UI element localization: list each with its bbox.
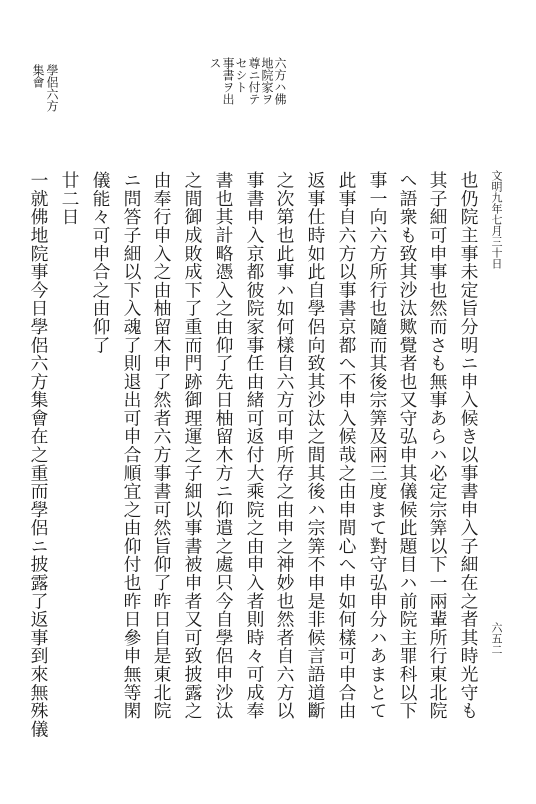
text-column: 返事仕時如此自學侶向致其沙汰之間其後ハ宗筭不申是非候言語道斷 xyxy=(305,171,326,720)
text-column: 之次第也此事ハ如何樣自六方可申所存之由申之神妙也然者自六方以 xyxy=(274,171,295,720)
text-column: 事一向六方所行也隨而其後宗筭及兩三度まて對守弘申分ハあまとて xyxy=(367,171,388,720)
text-column: 儀能々可申合之由仰了 xyxy=(90,171,111,354)
margin-note-line: 學侶六方 xyxy=(45,64,59,112)
margin-note-line: セシト xyxy=(234,57,248,93)
text-column: 一就佛地院事今日學侶六方集會在之重而學侶ニ披露了返事到來無殊儀 xyxy=(28,171,49,738)
text-column: 之間御成敗成下了重而門跡御理運之子細以事書被申者又可致披露之 xyxy=(182,171,203,720)
margin-note-line: 六方ハ佛 xyxy=(273,57,287,105)
text-column: 其子細可申事也然而さも無事あらハ必定宗筭以下一兩輩所行東北院 xyxy=(427,171,448,720)
text-column: 事書申入京都彼院家事任由緒可返付大乘院之由申入者則時々可成奉 xyxy=(244,171,265,720)
margin-note-line: ス xyxy=(208,57,222,69)
text-column: 書也其計略憑入之由仰了先日柚留木方ニ仰遣之處只今自學侶申沙汰 xyxy=(213,171,234,720)
text-column: ニ問答子細以下入魂了則退出可申合順宜之由仰付也昨日參申無等閑 xyxy=(121,171,142,720)
margin-note-line: 事書ヲ出 xyxy=(221,57,235,105)
text-column: 此事自六方以事書京都へ不申入候哉之由申間心へ申如何樣可申合由 xyxy=(336,171,357,720)
page-number: 六五二 xyxy=(490,622,503,655)
text-column-day-heading: 廿二日 xyxy=(59,171,80,226)
margin-note-line: 尊ニ付テ xyxy=(247,57,261,105)
margin-note-line: 集會 xyxy=(31,64,45,88)
text-column: 也仍院主事未定旨分明ニ申入候き以事書申入子細在之者其時光守も xyxy=(458,171,479,720)
text-column: 由奉行申入之由柚留木申了然者六方事書可然旨仰了昨日自是東北院 xyxy=(151,171,172,720)
running-date: 文明九年七月三十日 xyxy=(490,170,503,269)
text-column: へ語衆も致其沙汰歟覺者也又守弘申其儀候此題目ハ前院主罪科以下 xyxy=(397,171,418,720)
margin-note-line: 地院家ヲ xyxy=(260,57,274,105)
